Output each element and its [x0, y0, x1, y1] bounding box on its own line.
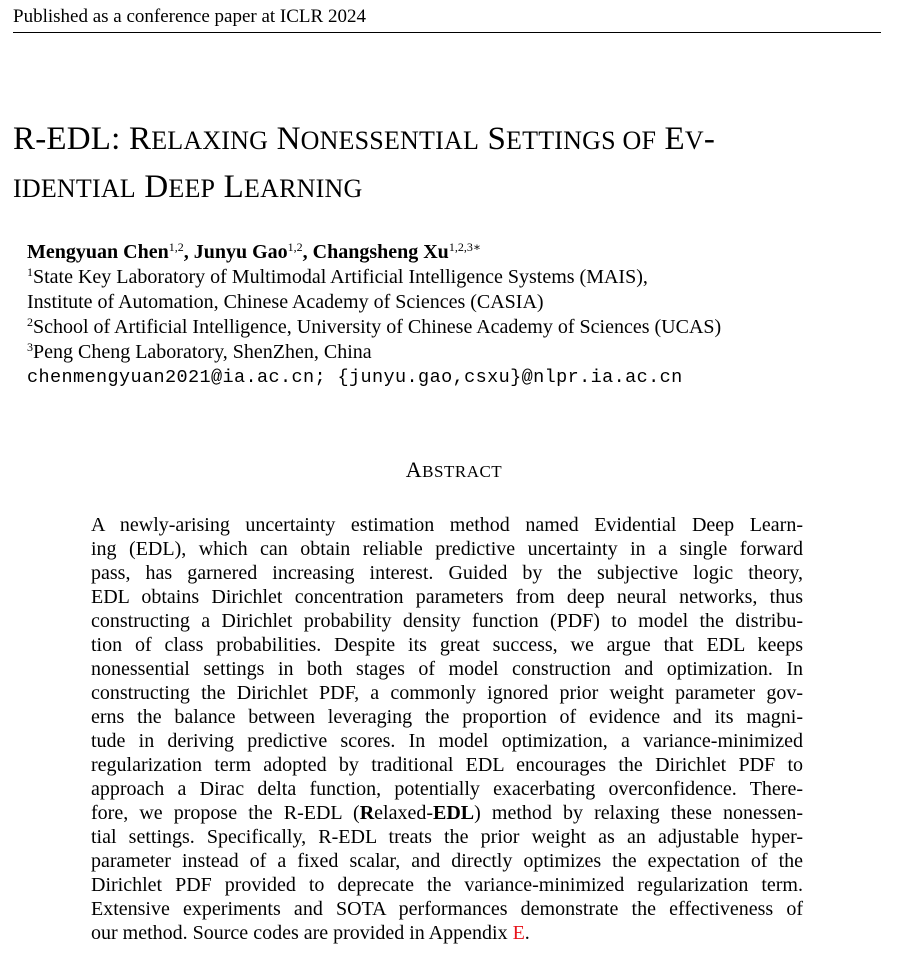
abstract-line: constructing a Dirichlet probability density function (PDF) to model the distribu-: [91, 610, 803, 632]
author-affil-sup: 1,2: [168, 240, 184, 254]
affiliation-sup: 1: [27, 265, 33, 279]
abstract-line: Dirichlet PDF provided to deprecate the variance-minimized regularization term.: [91, 874, 803, 896]
affiliation-text: Peng Cheng Laboratory, ShenZhen, China: [33, 341, 372, 363]
affiliation-sup: 3: [27, 340, 33, 354]
title-line-1: R-EDL: RELAXING NONESSENTIAL SETTINGS OF EV-: [13, 121, 716, 157]
abstract-line: [91, 801, 803, 825]
author-email[interactable]: chenmengyuan2021@ia.ac.cn; {junyu.gao,csxu}@nlpr.ia.ac.cn: [27, 367, 683, 388]
affiliation-line: [27, 340, 721, 365]
affiliation-text: School of Artificial Intelligence, University of Chinese Academy of Sciences (UCAS): [33, 316, 722, 338]
abstract-bold-fragment: R: [359, 802, 375, 824]
abstract-line: [91, 921, 803, 945]
affiliation-line: [27, 290, 721, 315]
abstract-line: Extensive experiments and SOTA performances demonstrate the effectiveness of: [91, 898, 803, 920]
author-name: Changsheng Xu: [312, 241, 449, 263]
abstract-line: constructing the Dirichlet PDF, a commonly ignored prior weight parameter gov-: [91, 682, 803, 704]
author-affil-sup: 1,2,3∗: [448, 240, 481, 254]
abstract-text-fragment: our method. Source codes are provided in Appendix: [91, 922, 513, 944]
affiliation-line: [27, 265, 721, 290]
abstract-heading: ABSTRACT: [405, 457, 503, 482]
abstract-line: erns the balance between leveraging the proportion of evidence and its magni-: [91, 706, 803, 728]
author-name: Mengyuan Chen: [27, 241, 169, 263]
abstract-text-fragment: fore, we propose the R-EDL (: [91, 802, 360, 824]
running-header: [13, 5, 881, 33]
abstract-line: approach a Dirac delta function, potentially exacerbating overconfidence. There-: [91, 778, 803, 800]
abstract-body: [91, 513, 803, 945]
appendix-link[interactable]: E: [512, 922, 525, 944]
abstract-text-fragment: ) method by relaxing these nonessen-: [474, 802, 803, 824]
affiliation-text: State Key Laboratory of Multimodal Artificial Intelligence Systems (MAIS),: [33, 266, 648, 288]
title-line-2: IDENTIAL DEEP LEARNING: [13, 169, 363, 205]
venue-label: Published as a conference paper at ICLR 2024: [13, 6, 366, 27]
abstract-line: A newly-arising uncertainty estimation method named Evidential Deep Learn-: [91, 514, 803, 536]
abstract-line: tion of class probabilities. Despite its great success, we argue that EDL keeps: [91, 634, 803, 656]
abstract-line: tude in deriving predictive scores. In model optimization, a variance-minimized: [91, 730, 803, 752]
affiliation-text: Institute of Automation, Chinese Academy of Sciences (CASIA): [27, 291, 544, 313]
abstract-line: parameter instead of a fixed scalar, and directly optimizes the expectation of the: [91, 850, 803, 872]
abstract-line: tial settings. Specifically, R-EDL treats the prior weight as an adjustable hyper-: [91, 826, 803, 848]
abstract-line: regularization term adopted by traditional EDL encourages the Dirichlet PDF to: [91, 754, 803, 776]
affiliation-sup: 2: [27, 315, 33, 329]
paper-title: [13, 116, 888, 212]
author-names: Mengyuan Chen$^{1,2}$, Junyu Gao$^{1,2}$, Changsheng $Xu^{1,2,3∗}$: [27, 240, 481, 263]
abstract-line: ing (EDL), which can obtain reliable predictive uncertainty in a single forward: [91, 538, 803, 560]
abstract-line: EDL obtains Dirichlet concentration parameters from deep neural networks, thus: [91, 586, 803, 608]
abstract-line: nonessential settings in both stages of model construction and optimization. In: [91, 658, 803, 680]
author-name: Junyu Gao: [193, 241, 288, 263]
abstract-text-fragment: .: [524, 922, 530, 944]
author-block: [27, 240, 721, 390]
affiliation-line: [27, 315, 721, 340]
author-affil-sup: 1,2: [287, 240, 303, 254]
abstract-text-fragment: elaxed-: [374, 802, 433, 824]
abstract-line: pass, has garnered increasing interest. Guided by the subjective logic theory,: [91, 562, 803, 584]
abstract-bold-fragment: EDL: [433, 802, 475, 824]
